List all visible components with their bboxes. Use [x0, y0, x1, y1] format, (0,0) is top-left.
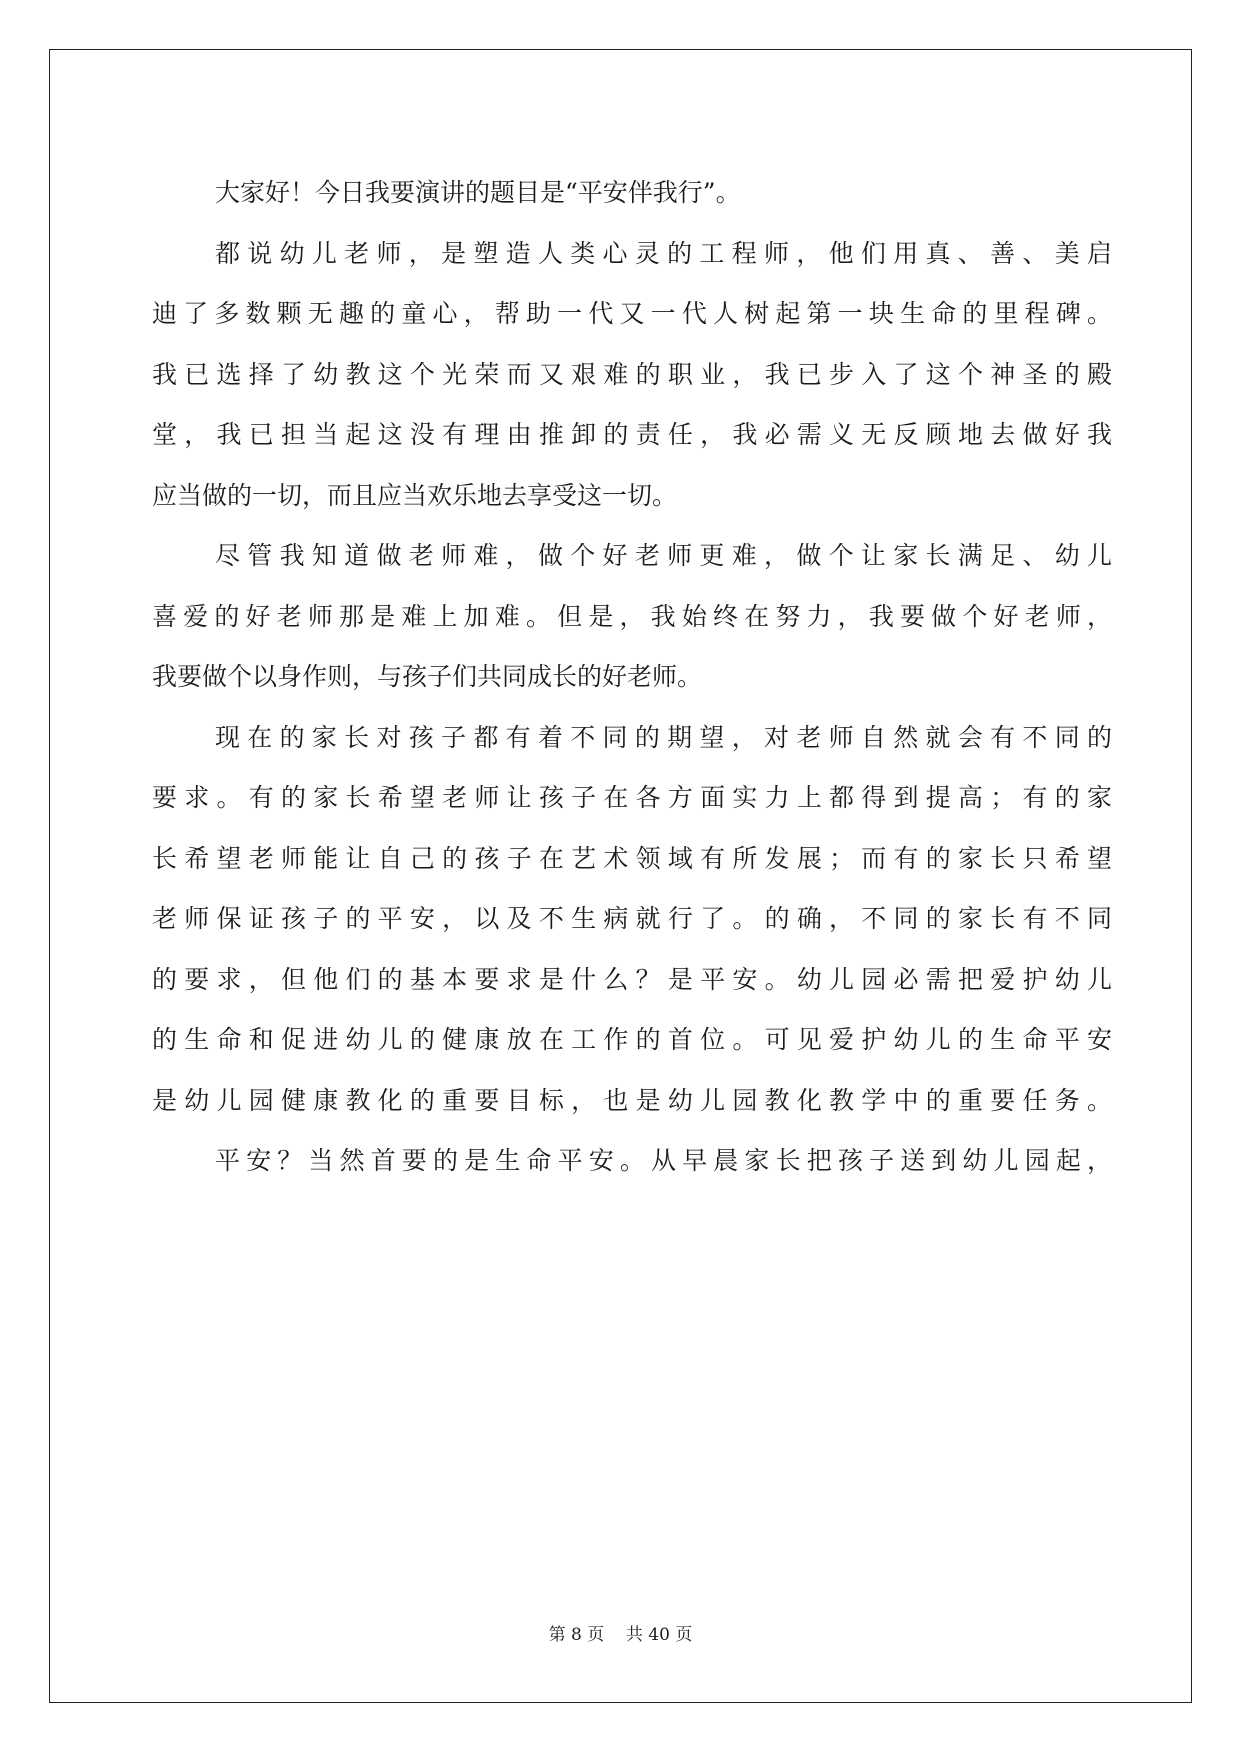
- text-line: 大家好！今日我要演讲的题目是“平安伴我行”。: [215, 178, 741, 207]
- text-line: 的生命和促进幼儿的健康放在工作的首位。可见爱护幼儿的生命平安: [152, 1025, 1112, 1054]
- page-number: 第 8 页: [548, 1625, 605, 1645]
- text-line: 平安？当然首要的是生命平安。从早晨家长把孩子送到幼儿园起，: [215, 1146, 1112, 1175]
- text-line: 都说幼儿老师，是塑造人类心灵的工程师，他们用真、善、美启: [215, 238, 1112, 268]
- text-line: 的要求，但他们的基本要求是什么？是平安。幼儿园必需把爱护幼儿: [152, 964, 1112, 994]
- text-line: 长希望老师能让自己的孩子在艺术领域有所发展；而有的家长只希望: [152, 843, 1112, 873]
- text-line: 喜爱的好老师那是难上加难。但是，我始终在努力，我要做个好老师，: [152, 601, 1112, 631]
- text-line: 老师保证孩子的平安，以及不生病就行了。的确，不同的家长有不同: [152, 904, 1112, 933]
- text-line: 我要做个以身作则，与孩子们共同成长的好老师。: [152, 662, 703, 691]
- page-total: 共 40 页: [625, 1625, 693, 1645]
- text-line: 应当做的一切，而且应当欢乐地去享受这一切。: [152, 480, 678, 510]
- text-line: 是幼儿园健康教化的重要目标，也是幼儿园教化教学中的重要任务。: [152, 1085, 1112, 1115]
- text-line: 堂，我已担当起这没有理由推卸的责任，我必需义无反顾地去做好我: [152, 420, 1112, 449]
- page-footer: [0, 1620, 1241, 1645]
- text-line: 我已选择了幼教这个光荣而又艰难的职业，我已步入了这个神圣的殿: [152, 359, 1112, 389]
- text-line: 尽管我知道做老师难，做个好老师更难，做个让家长满足、幼儿: [215, 541, 1112, 570]
- text-line: 要求。有的家长希望老师让孩子在各方面实力上都得到提高；有的家: [152, 783, 1112, 812]
- text-line: 现在的家长对孩子都有着不同的期望，对老师自然就会有不同的: [215, 722, 1112, 752]
- text-line: 迪了多数颗无趣的童心，帮助一代又一代人树起第一块生命的里程碑。: [152, 299, 1112, 328]
- document-body: [152, 163, 1112, 1192]
